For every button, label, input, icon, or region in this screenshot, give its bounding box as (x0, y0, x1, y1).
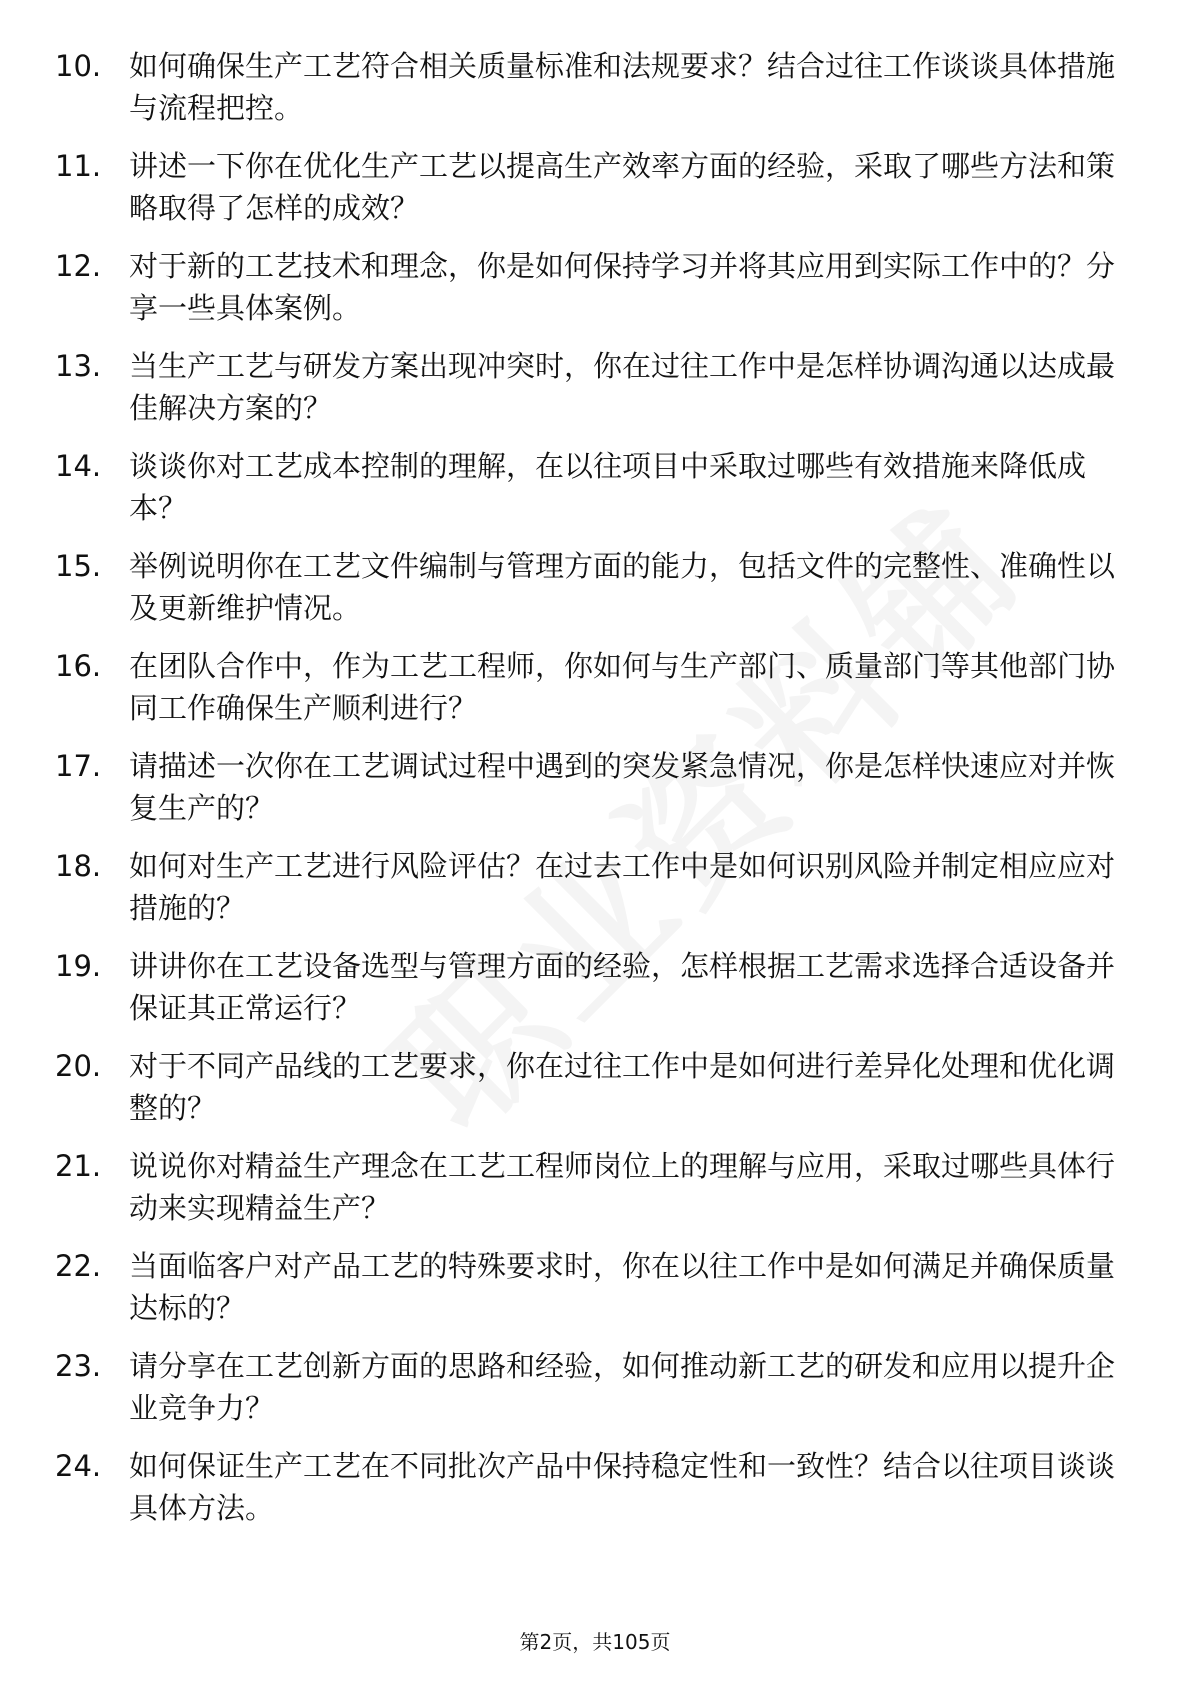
question-text: 当面临客户对产品工艺的特殊要求时，你在以往工作中是如何满足并确保质量达标的？ (129, 1249, 1116, 1325)
question-text: 讲讲你在工艺设备选型与管理方面的经验，怎样根据工艺需求选择合适设备并保证其正常运行？ (129, 949, 1116, 1025)
question-text: 当生产工艺与研发方案出现冲突时，你在过往工作中是怎样协调沟通以达成最佳解决方案的？ (129, 349, 1116, 425)
page-footer: 第2页，共105页 (519, 1630, 671, 1654)
question-item (0, 945, 1190, 1045)
question-number: 12. (55, 249, 102, 283)
question-item (0, 45, 1190, 145)
question-text: 对于新的工艺技术和理念，你是如何保持学习并将其应用到实际工作中的？分享一些具体案例。 (129, 249, 1116, 325)
question-item (0, 845, 1190, 945)
question-number: 13. (55, 349, 102, 383)
question-item (0, 545, 1190, 645)
question-text: 举例说明你在工艺文件编制与管理方面的能力，包括文件的完整性、准确性以及更新维护情况。 (129, 549, 1116, 625)
question-item (0, 1445, 1190, 1545)
question-text: 请分享在工艺创新方面的思路和经验，如何推动新工艺的研发和应用以提升企业竞争力？ (129, 1349, 1116, 1425)
question-item (0, 1345, 1190, 1445)
question-text: 如何对生产工艺进行风险评估？在过去工作中是如何识别风险并制定相应应对措施的？ (129, 849, 1116, 925)
question-item (0, 145, 1190, 245)
question-number: 20. (55, 1049, 102, 1083)
question-item (0, 745, 1190, 845)
question-number: 17. (55, 749, 102, 783)
question-text: 对于不同产品线的工艺要求，你在过往工作中是如何进行差异化处理和优化调整的？ (129, 1049, 1116, 1125)
question-number: 18. (55, 849, 102, 883)
question-text: 谈谈你对工艺成本控制的理解，在以往项目中采取过哪些有效措施来降低成本？ (129, 449, 1087, 525)
question-item (0, 245, 1190, 345)
question-text: 在团队合作中，作为工艺工程师，你如何与生产部门、质量部门等其他部门协同工作确保生产顺利进行？ (129, 649, 1116, 725)
question-number: 21. (55, 1149, 102, 1183)
question-text: 讲述一下你在优化生产工艺以提高生产效率方面的经验，采取了哪些方法和策略取得了怎样的成效？ (129, 149, 1116, 225)
question-number: 24. (55, 1449, 102, 1483)
question-item (0, 1245, 1190, 1345)
question-number: 22. (55, 1249, 102, 1283)
question-item (0, 645, 1190, 745)
question-text: 如何确保生产工艺符合相关质量标准和法规要求？结合过往工作谈谈具体措施与流程把控。 (129, 49, 1116, 125)
question-number: 11. (55, 149, 102, 183)
question-number: 19. (55, 949, 102, 983)
question-number: 16. (55, 649, 102, 683)
question-text: 请描述一次你在工艺调试过程中遇到的突发紧急情况，你是怎样快速应对并恢复生产的？ (129, 749, 1116, 825)
question-item (0, 1145, 1190, 1245)
question-number: 14. (55, 449, 102, 483)
question-number: 10. (55, 49, 102, 83)
question-item (0, 1045, 1190, 1145)
question-item (0, 345, 1190, 445)
question-text: 说说你对精益生产理念在工艺工程师岗位上的理解与应用，采取过哪些具体行动来实现精益生产？ (129, 1149, 1116, 1225)
question-number: 23. (55, 1349, 102, 1383)
question-text: 如何保证生产工艺在不同批次产品中保持稳定性和一致性？结合以往项目谈谈具体方法。 (129, 1449, 1116, 1525)
question-list (0, 45, 1190, 1545)
question-number: 15. (55, 549, 102, 583)
question-item (0, 445, 1190, 545)
